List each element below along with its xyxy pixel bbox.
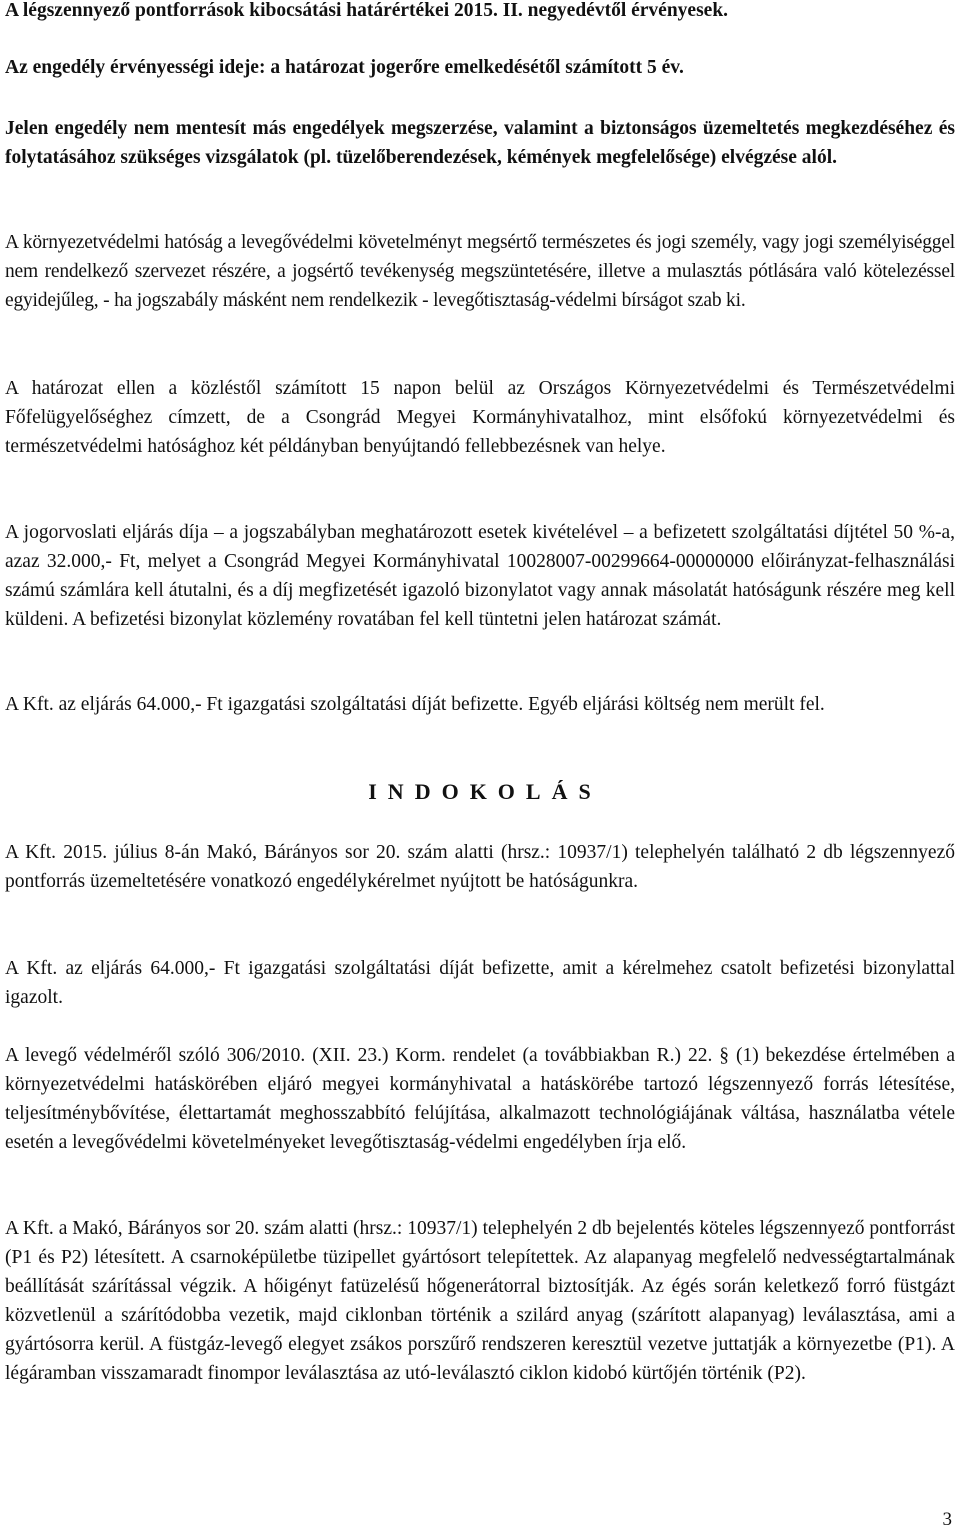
no-exemption-paragraph: Jelen engedély nem mentesít más engedélyek megszerzése, valamint a biztonságos üzemeltetés megkezdéséhez és folytatásához szükséges vizsgálatok (pl. tüzelőberendezések, kémények megfelelősége) elvégzése alól. bbox=[5, 118, 955, 168]
penalty-paragraph: A környezetvédelmi hatóság a levegővédelmi követelményt megsértő természetes és jogi személy, vagy jogi személyiséggel nem rendelkező szervezet részére, a jogsértő tevékenység megszüntetésére, illetve a mulasztás pótlására való kötelezéssel egyidejűleg, - ha jogszabály másként nem rendelkezik - levegőtisztaság-védelmi bírságot szab ki. bbox=[5, 232, 955, 311]
fee-confirmation-paragraph: A Kft. az eljárás 64.000,- Ft igazgatási szolgáltatási díját befizette, amit a kérelmehez csatolt befizetési bizonylattal igazolt. bbox=[5, 958, 955, 1008]
appeal-paragraph: A határozat ellen a közléstől számított 15 napon belül az Országos Környezetvédelmi és Természetvédelmi Főfelügyelőséghez címzett, de a Csongrád Megyei Kormányhivatalhoz, mint elsőfokú környezetvédelmi és természetvédelmi hatósághoz két példányban benyújtandó fellebbezésnek van helye. bbox=[5, 378, 955, 457]
legal-basis-paragraph: A levegő védelméről szóló 306/2010. (XII. 23.) Korm. rendelet (a továbbiakban R.) 22. § (1) bekezdése értelmében a környezetvédelmi hatáskörében eljáró megyei kormányhivatal a hatáskörébe tartozó légszennyező forrás létesítése, teljesítménybővítése, élettartamát meghosszabbító felújítása, alkalmazott technológiájának váltása, használatba vétele esetén a levegővédelmi követelményeket levegőtisztaság-védelmi engedélyben írja elő. bbox=[5, 1045, 955, 1153]
technology-description-paragraph: A Kft. a Makó, Bárányos sor 20. szám alatti (hrsz.: 10937/1) telephelyén 2 db bejelentés köteles légszennyező pontforrást (P1 és P2) létesített. A csarnoképületbe tüzipellet gyártósort telepítettek. Az alapanyag megfelelő nedvességtartalmának beállítását szárítással végzik. A hőigényt fatüzelésű hőgenerátorral biztosítják. Az égés során keletkező forró füstgázt közvetlenül a szárítódobba vezetik, majd ciklonban történik a szilárd anyag (szárított alapanyag) leválasztása, ami a gyártósorra kerül. A füstgáz-levegő elegyet zsákos porszűrő rendszeren keresztül vezetve juttatják a környezetbe (P1). A légáramban visszamaradt finompor leválasztása az utó-leválasztó ciklon kidobó kürtőjén történik (P2). bbox=[5, 1218, 955, 1384]
reasoning-heading: INDOKOLÁS bbox=[368, 779, 602, 804]
validity-start-paragraph: A légszennyező pontforrások kibocsátási határértékei 2015. II. negyedévtől érvényesek. bbox=[5, 0, 729, 21]
appeal-fee-paragraph: A jogorvoslati eljárás díja – a jogszabályban meghatározott esetek kivételével – a befizetett szolgáltatási díjtétel 50 %-a, azaz 32.000,- Ft, melyet a Csongrád Megyei Kormányhivatal 10028007-00299664-00000000 előirányzat-felhasználási számú számlára kell átutalni, és a díj megfizetését igazoló bizonylatot vagy annak másolatát hatóságunk részére meg kell küldeni. A befizetési bizonylat közlemény rovatában fel kell tüntetni jelen határozat számát. bbox=[5, 522, 955, 630]
fee-paid-paragraph: A Kft. az eljárás 64.000,- Ft igazgatási szolgáltatási díját befizette. Egyéb eljárási költség nem merült fel. bbox=[5, 694, 825, 715]
application-paragraph: A Kft. 2015. július 8-án Makó, Bárányos sor 20. szám alatti (hrsz.: 10937/1) telephelyén található 2 db légszennyező pontforrás üzemeltetésére vonatkozó engedélykérelmet nyújtott be hatóságunkra. bbox=[5, 842, 955, 892]
page-number: 3 bbox=[942, 1509, 952, 1530]
validity-period-paragraph: Az engedély érvényességi ideje: a határozat jogerőre emelkedésétől számított 5 év. bbox=[5, 57, 684, 78]
